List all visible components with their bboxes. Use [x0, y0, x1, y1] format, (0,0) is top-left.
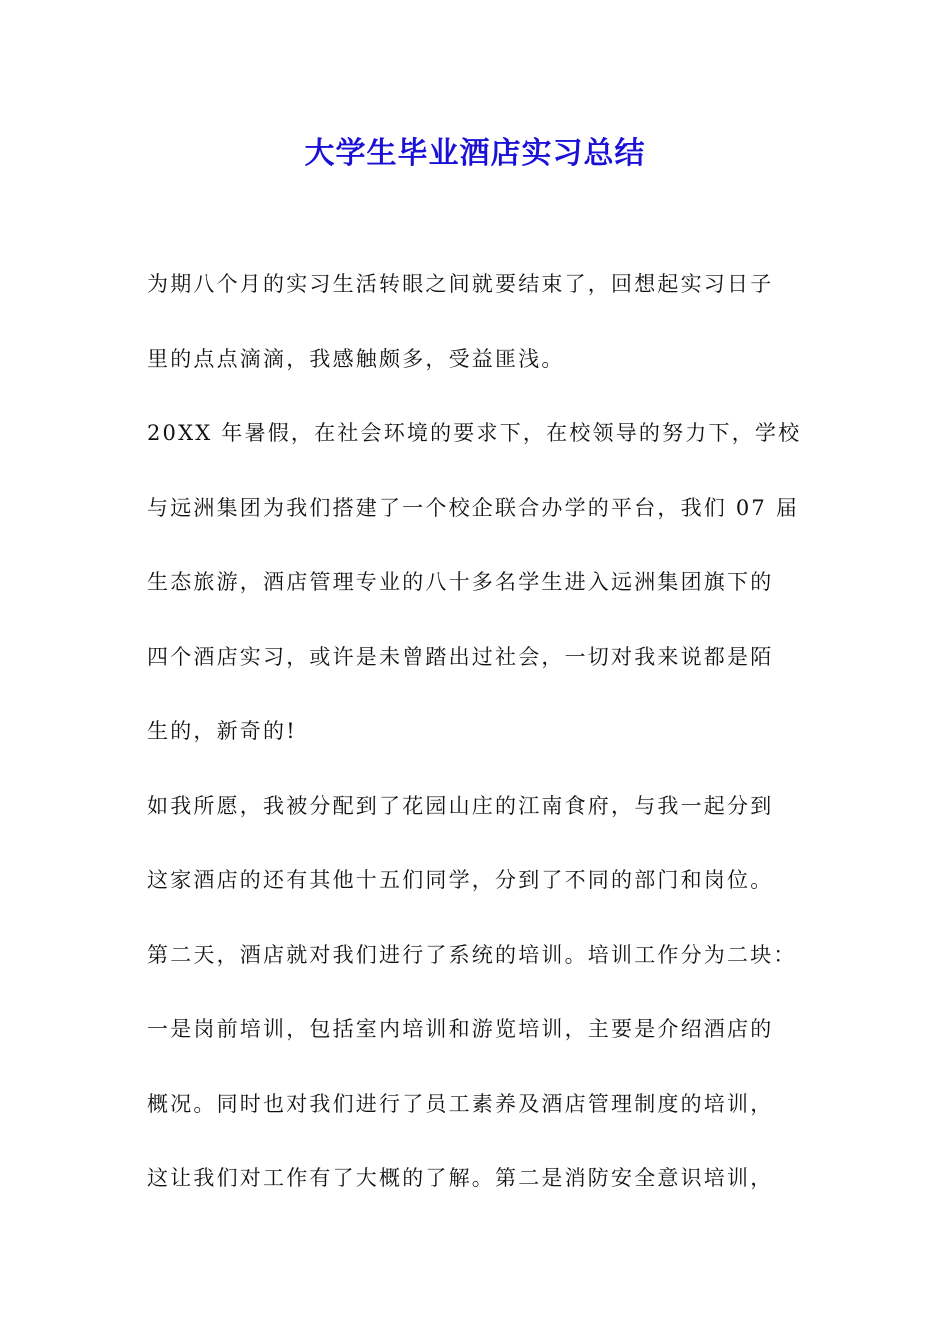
text-line: 为期八个月的实习生活转眼之间就要结束了，回想起实习日子 [147, 272, 774, 296]
document-title: 大学生毕业酒店实习总结 [304, 136, 646, 171]
text-line: 如我所愿，我被分配到了花园山庄的江南食府，与我一起分到 [147, 793, 774, 818]
text-line: 四个酒店实习，或许是未曾踏出过社会，一切对我来说都是陌 [147, 644, 774, 669]
text-line: 生的，新奇的! [147, 719, 297, 743]
text-line: 里的点点滴滴，我感触颇多，受益匪浅。 [147, 346, 565, 371]
text-line: 这让我们对工作有了大概的了解。第二是消防安全意识培训， [147, 1166, 774, 1190]
text-line: 20XX 年暑假，在社会环境的要求下，在校领导的努力下，学校 [147, 421, 802, 445]
text-line: 概况。同时也对我们进行了员工素养及酒店管理制度的培训， [147, 1091, 774, 1116]
document-body [147, 262, 837, 1231]
text-line: 一是岗前培训，包括室内培训和游览培训，主要是介绍酒店的 [147, 1017, 774, 1041]
text-line: 生态旅游，酒店管理专业的八十多名学生进入远洲集团旗下的 [147, 570, 774, 594]
text-line: 与远洲集团为我们搭建了一个校企联合办学的平台，我们 07 届 [147, 495, 800, 520]
text-line: 第二天，酒店就对我们进行了系统的培训。培训工作分为二块： [147, 942, 797, 967]
text-line: 这家酒店的还有其他十五们同学，分到了不同的部门和岗位。 [147, 868, 774, 892]
